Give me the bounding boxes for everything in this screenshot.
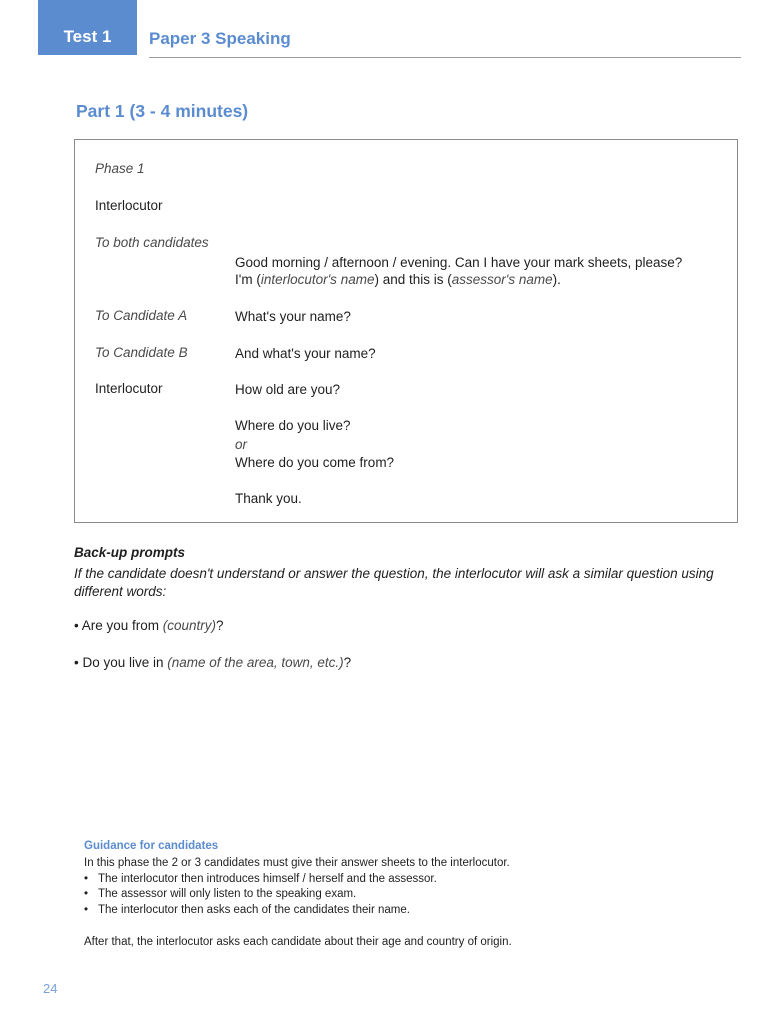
test-tab-label: Test 1 xyxy=(63,27,112,46)
bullet-placeholder: (name of the area, town, etc.) xyxy=(167,655,344,670)
guidance-closing: After that, the interlocutor asks each candidate about their age and country of origin. xyxy=(84,936,512,948)
guidance-bullet xyxy=(84,904,410,916)
bullet-text: • Are you from xyxy=(74,618,163,633)
live-question: Where do you live? xyxy=(235,418,351,433)
greeting-line-2 xyxy=(235,271,561,288)
paper-title: Paper 3 Speaking xyxy=(149,29,291,48)
part-title: Part 1 (3 - 4 minutes) xyxy=(76,101,249,121)
guidance-bullet-text: The interlocutor then asks each of the candidates their name. xyxy=(98,904,410,916)
candidate-a-label: To Candidate A xyxy=(95,308,188,323)
backup-bullet-country xyxy=(74,618,224,633)
interlocutor-heading: Interlocutor xyxy=(95,198,163,213)
guidance-bullet xyxy=(84,888,356,900)
bullet-dot: • xyxy=(84,873,89,885)
greeting-line-1: Good morning / afternoon / evening. Can I have your mark sheets, please? xyxy=(235,255,683,270)
backup-prompts-title: Back-up prompts xyxy=(74,545,186,560)
interlocutor-script-box xyxy=(74,139,738,523)
backup-prompts-description: If the candidate doesn't understand or answer the question, the interlocutor will ask a similar question using different words: xyxy=(74,566,714,599)
guidance-bullet-text: The interlocutor then introduces himself / herself and the assessor. xyxy=(98,873,437,885)
candidate-b-question: And what's your name? xyxy=(235,346,376,361)
bullet-text: ? xyxy=(343,655,352,670)
greeting-text: I'm ( xyxy=(235,272,261,287)
interlocutor-label: Interlocutor xyxy=(95,381,163,396)
bullet-text: • Do you live in xyxy=(74,655,168,670)
age-question: How old are you? xyxy=(235,382,341,397)
thank-you-text: Thank you. xyxy=(235,491,302,506)
assessor-name-placeholder: assessor's name xyxy=(451,272,553,287)
candidate-a-question: What's your name? xyxy=(235,309,351,324)
bullet-text: ? xyxy=(216,618,224,633)
greeting-text: ). xyxy=(552,272,561,287)
header-divider xyxy=(149,57,741,58)
test-tab xyxy=(38,0,137,55)
greeting-text: ) and this is ( xyxy=(374,272,452,287)
guidance-bullet-text: The assessor will only listen to the speaking exam. xyxy=(98,888,357,900)
guidance-bullet xyxy=(84,873,437,885)
backup-bullet-area xyxy=(74,655,351,670)
phase-label: Phase 1 xyxy=(95,161,145,176)
guidance-title: Guidance for candidates xyxy=(84,840,219,852)
guidance-intro: In this phase the 2 or 3 candidates must give their answer sheets to the interlocutor. xyxy=(84,857,510,869)
bullet-placeholder: (country) xyxy=(162,618,217,633)
come-from-question: Where do you come from? xyxy=(235,455,395,470)
bullet-dot: • xyxy=(84,888,89,900)
bullet-dot: • xyxy=(84,904,89,916)
both-candidates-label: To both candidates xyxy=(95,235,209,250)
or-label: or xyxy=(235,437,248,452)
page-number: 24 xyxy=(43,981,58,996)
interlocutor-name-placeholder: interlocutor's name xyxy=(260,272,375,287)
candidate-b-label: To Candidate B xyxy=(95,345,188,360)
